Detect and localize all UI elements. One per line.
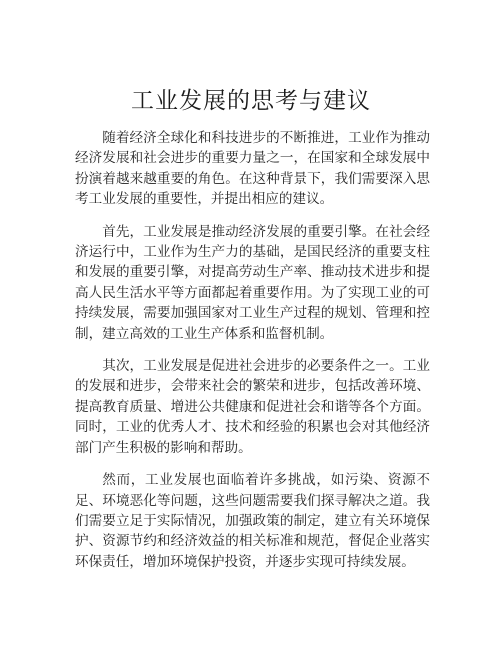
document-title: 工业发展的思考与建议 xyxy=(131,88,371,114)
paragraph-4: 然而，工业发展也面临着许多挑战，如污染、资源不足、环境恶化等问题，这些问题需要我们探寻解决之道。我们需要立足于实际情况，加强政策的制定，建立有关环境保护、资源节约和经济效益的相关标准和规范，督促企业落实环保责任，增加环境保护投资，并逐步实现可持续发展。 xyxy=(75,472,430,570)
paragraph-3: 其次，工业发展是促进社会进步的必要条件之一。工业的发展和进步，会带来社会的繁荣和进步，包括改善环境、提高教育质量、增进公共健康和促进社会和谐等各个方面。同时，工业的优秀人才、技术和经验的积累也会对其他经济部门产生积极的影响和帮助。 xyxy=(75,358,430,456)
paragraph-1: 随着经济全球化和科技进步的不断推进，工业作为推动经济发展和社会进步的重要力量之一，在国家和全球发展中扮演着越来越重要的角色。在这种背景下，我们需要深入思考工业发展的重要性，并提出相应的建议。 xyxy=(75,130,430,208)
paragraph-2: 首先，工业发展是推动经济发展的重要引擎。在社会经济运行中，工业作为生产力的基础，是国民经济的重要支柱和发展的重要引擎，对提高劳动生产率、推动技术进步和提高人民生活水平等方面都起着重要作用。为了实现工业的可持续发展，需要加强国家对工业生产过程的规划、管理和控制，建立高效的工业生产体系和监督机制。 xyxy=(75,223,430,342)
document-body xyxy=(75,128,430,584)
